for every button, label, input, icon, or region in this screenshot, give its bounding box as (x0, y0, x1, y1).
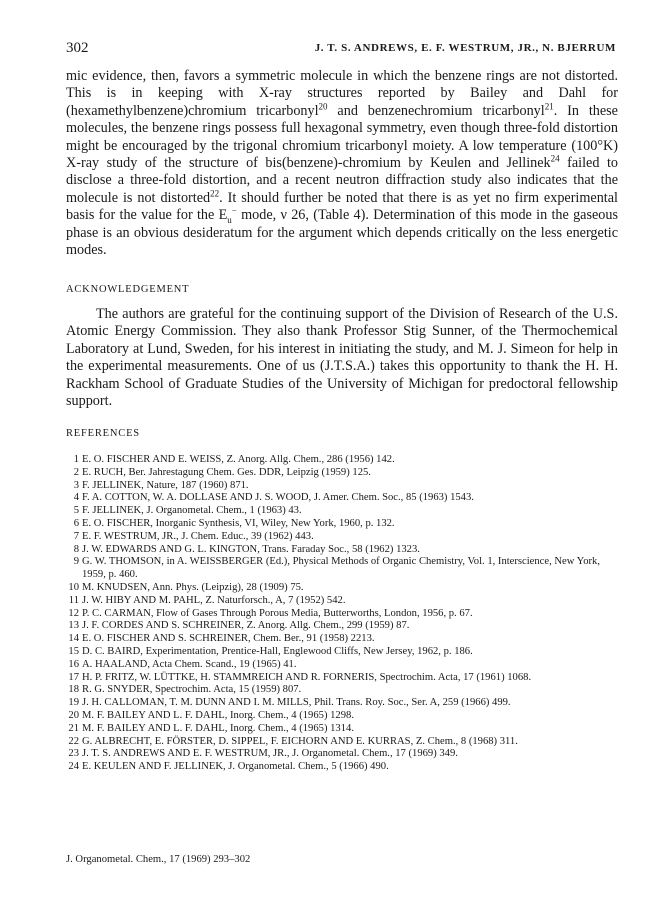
reference-item (66, 620, 618, 633)
reference-text: E. O. FISCHER AND S. SCHREINER, Chem. Ber., 91 (1958) 2213. (82, 633, 375, 645)
reference-item (66, 761, 618, 774)
text-run: . It should further be noted that there is as yet no firm experimental basis for the value for the E (66, 189, 618, 224)
journal-citation-footer: J. Organometal. Chem., 17 (1969) 293–302 (66, 854, 251, 865)
reference-item (66, 544, 618, 557)
citation-20: 20 (318, 101, 328, 112)
reference-item (66, 595, 618, 608)
reference-text: F. JELLINEK, Nature, 187 (1960) 871. (82, 479, 249, 491)
reference-item (66, 505, 618, 518)
text-run: mode, ν 26, (Table 4). Determination of this mode in the gaseous phase is an obvious desideratum for the argument which depends critically on the less energetic modes. (66, 207, 619, 259)
reference-text: F. JELLINEK, J. Organometal. Chem., 1 (1963) 43. (82, 505, 302, 517)
reference-item (66, 556, 618, 582)
reference-text: J. H. CALLOMAN, T. M. DUNN AND I. M. MILLS, Phil. Trans. Roy. Soc., Ser. A, 259 (1966) 499. (82, 697, 511, 709)
reference-item (66, 736, 618, 749)
text-run: and benzenechromium tricarbonyl (327, 102, 545, 119)
reference-item (66, 697, 618, 710)
reference-text: F. A. COTTON, W. A. DOLLASE AND J. S. WOOD, J. Amer. Chem. Soc., 85 (1963) 1543. (82, 492, 474, 504)
reference-number: 8 (73, 543, 79, 555)
reference-text: E. O. FISCHER, Inorganic Synthesis, VI, Wiley, New York, 1960, p. 132. (82, 517, 395, 529)
reference-number: 11 (68, 594, 79, 606)
reference-item (66, 480, 618, 493)
reference-text: E. RUCH, Ber. Jahrestagung Chem. Ges. DDR, Leipzig (1959) 125. (82, 466, 371, 478)
acknowledgement-heading: ACKNOWLEDGEMENT (66, 284, 190, 295)
reference-item (66, 684, 618, 697)
reference-number: 2 (73, 466, 79, 478)
page-number: 302 (66, 40, 89, 56)
reference-number: 12 (68, 607, 79, 619)
reference-number: 24 (68, 761, 79, 773)
reference-number: 15 (68, 645, 79, 657)
citation-22: 22 (210, 188, 220, 199)
reference-item (66, 608, 618, 621)
reference-list (66, 454, 618, 774)
acknowledgement-text: The authors are grateful for the continuing support of the Division of Research of the U.S. Atomic Energy Commission. They also thank Professor Stig Sunner, of the Thermochemical Laboratory at Lund, Sweden, for his interest in initiating the study, and M. J. Simeon for help in the experimental measurements. One of us (J.T.S.A.) takes this opportunity to thank the H. H. Rackham School of Graduate Studies of the University of Michigan for predoctoral fellowship support. (66, 306, 618, 410)
reference-item (66, 710, 618, 723)
reference-number: 17 (68, 671, 79, 683)
reference-number: 23 (68, 748, 79, 760)
reference-number: 14 (68, 633, 79, 645)
reference-number: 4 (73, 492, 79, 504)
reference-number: 1 (73, 454, 79, 465)
superscript-minus: − (231, 205, 237, 216)
text-run: . In these molecules, the benzene rings possess full hexagonal symmetry, even though three-fold distortion might be encouraged by the trigonal chromium tricarbonyl moiety. A low temperature (100°K) X-ray study of the structure of bis(benzene)-chromium by Keulen and Jellinek (66, 102, 618, 172)
reference-text: J. T. S. ANDREWS AND E. F. WESTRUM, JR., J. Organometal. Chem., 17 (1969) 349. (82, 748, 458, 760)
subscript-u: u (227, 215, 232, 226)
text-run: mic evidence, then, favors a symmetric molecule in which the benzene rings are not distorted. This is in keeping with X-ray structures reported by Bailey and Dahl for (hexamethylbenzene)chromium tricarbonyl (66, 68, 618, 119)
reference-item (66, 672, 618, 685)
reference-number: 19 (68, 697, 79, 709)
reference-text: R. G. SNYDER, Spectrochim. Acta, 15 (1959) 807. (82, 684, 302, 696)
discussion-paragraph (66, 68, 618, 259)
reference-item (66, 633, 618, 646)
reference-text: E. KEULEN AND F. JELLINEK, J. Organometal. Chem., 5 (1966) 490. (82, 761, 389, 773)
reference-text: M. F. BAILEY AND L. F. DAHL, Inorg. Chem., 4 (1965) 1314. (82, 722, 354, 734)
reference-number: 22 (68, 735, 79, 747)
reference-number: 21 (68, 722, 79, 734)
reference-number: 20 (68, 709, 79, 721)
reference-item (66, 723, 618, 736)
reference-item (66, 518, 618, 531)
reference-item (66, 531, 618, 544)
reference-item (66, 646, 618, 659)
reference-text: M. F. BAILEY AND L. F. DAHL, Inorg. Chem., 4 (1965) 1298. (82, 709, 354, 721)
reference-text: J. W. HIBY AND M. PAHL, Z. Naturforsch., A, 7 (1952) 542. (82, 594, 346, 606)
reference-number: 18 (68, 684, 79, 696)
reference-text: J. W. EDWARDS AND G. L. KINGTON, Trans. Faraday Soc., 58 (1962) 1323. (82, 543, 420, 555)
reference-item (66, 659, 618, 672)
citation-24: 24 (550, 153, 560, 164)
text-run: failed to disclose a three-fold distortion, and a recent neutron diffraction study also indicates that the molecule is not distorted (66, 155, 618, 206)
reference-number: 5 (73, 505, 79, 517)
reference-text: J. F. CORDES AND S. SCHREINER, Z. Anorg. Allg. Chem., 299 (1959) 87. (82, 620, 410, 632)
reference-text: M. KNUDSEN, Ann. Phys. (Leipzig), 28 (1909) 75. (82, 581, 304, 593)
reference-text: P. C. CARMAN, Flow of Gases Through Porous Media, Butterworths, London, 1956, p. 67. (82, 607, 473, 619)
reference-number: 9 (73, 556, 79, 568)
citation-21: 21 (544, 101, 554, 112)
reference-number: 6 (73, 517, 79, 529)
reference-number: 13 (68, 620, 79, 632)
reference-text: H. P. FRITZ, W. LÜTTKE, H. STAMMREICH AND R. FORNERIS, Spectrochim. Acta, 17 (1961) 1068. (82, 671, 532, 683)
reference-number: 10 (68, 581, 79, 593)
reference-text: D. C. BAIRD, Experimentation, Prentice-Hall, Englewood Cliffs, New Jersey, 1962, p. 186. (82, 645, 473, 657)
reference-text: G. W. THOMSON, in A. WEISSBERGER (Ed.), Physical Methods of Organic Chemistry, Vol. 1, Interscience, New York, 1959, p. 460. (82, 556, 600, 581)
references-heading: REFERENCES (66, 428, 140, 439)
reference-text: G. ALBRECHT, E. FÖRSTER, D. SIPPEL, F. EICHORN AND E. KURRAS, Z. Chem., 8 (1968) 311. (82, 735, 518, 747)
reference-item (66, 467, 618, 480)
reference-item (66, 748, 618, 761)
reference-text: E. F. WESTRUM, JR., J. Chem. Educ., 39 (1962) 443. (82, 530, 314, 542)
reference-number: 7 (73, 530, 79, 542)
reference-number: 16 (68, 658, 79, 670)
reference-item (66, 454, 618, 467)
reference-text: A. HAALAND, Acta Chem. Scand., 19 (1965) 41. (82, 658, 297, 670)
reference-item (66, 492, 618, 505)
reference-number: 3 (73, 479, 79, 491)
reference-text: E. O. FISCHER AND E. WEISS, Z. Anorg. Allg. Chem., 286 (1956) 142. (82, 454, 395, 465)
running-header-authors: J. T. S. ANDREWS, E. F. WESTRUM, JR., N. BJERRUM (314, 42, 616, 54)
reference-item (66, 582, 618, 595)
